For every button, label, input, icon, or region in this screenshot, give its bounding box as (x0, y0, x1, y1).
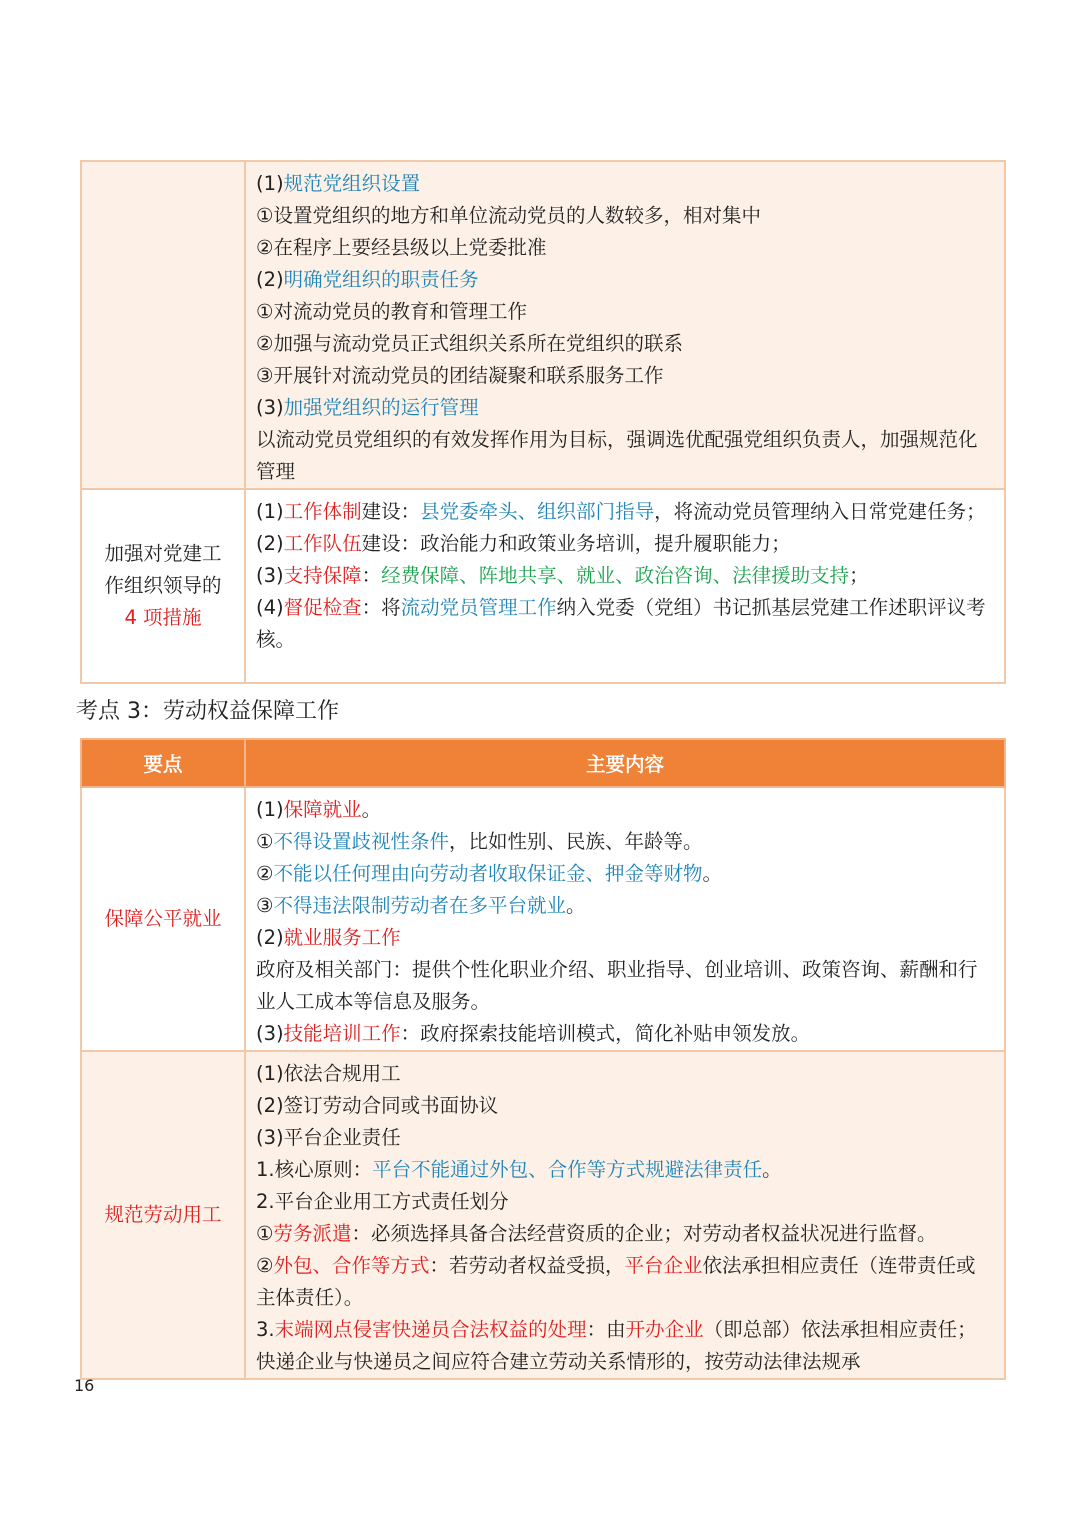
table-row (81, 489, 1005, 683)
header-key-points: 要点 (81, 739, 245, 787)
row-content-cell (245, 1051, 1005, 1379)
list-item: ②在程序上要经县级以上党委批准 (256, 236, 547, 259)
header-main-content: 主要内容 (245, 739, 1005, 787)
list-item: ①设置党组织的地方和单位流动党员的人数较多，相对集中 (256, 204, 761, 227)
list-item: (3)加强党组织的运行管理 (256, 396, 479, 419)
list-item: (1)保障就业。 (256, 798, 382, 821)
table-row (81, 161, 1005, 489)
section-heading: 考点 3：劳动权益保障工作 (76, 699, 339, 724)
list-item: ③不得违法限制劳动者在多平台就业。 (256, 894, 586, 917)
list-item: 1.核心原则：平台不能通过外包、合作等方式规避法律责任。 (256, 1158, 782, 1181)
list-item: (1)规范党组织设置 (256, 172, 421, 195)
table-header-row (81, 739, 1005, 787)
list-item: 政府及相关部门：提供个性化职业介绍、职业指导、创业培训、政策咨询、薪酬和行业人工成本等信息及服务。 (256, 958, 978, 1013)
list-item: 以流动党员党组织的有效发挥作用为目标，强调选优配强党组织负责人，加强规范化管理 (256, 428, 978, 483)
list-item: (1)工作体制建设：县党委牵头、组织部门指导，将流动党员管理纳入日常党建任务； (256, 500, 986, 523)
table-row (81, 1051, 1005, 1379)
highlight-text: 规范党组织设置 (283, 172, 421, 195)
list-item: (2)明确党组织的职责任务 (256, 268, 479, 291)
list-item: (2)签订劳动合同或书面协议 (256, 1094, 499, 1117)
row-label-cell (81, 161, 245, 489)
highlight-text: 明确党组织的职责任务 (283, 268, 479, 291)
list-item: (2)就业服务工作 (256, 926, 401, 949)
row-label: 加强对党建工 作组织领导的 4 项措施 (104, 542, 222, 629)
row-content-cell (245, 489, 1005, 683)
table-row (81, 787, 1005, 1051)
row-label-cell (81, 1051, 245, 1379)
list-item: 2.平台企业用工方式责任划分 (256, 1190, 509, 1213)
list-item: (3)平台企业责任 (256, 1126, 401, 1149)
list-item: 3.末端网点侵害快递员合法权益的处理：由开办企业（即总部）依法承担相应责任；快递企业与快递员之间应符合建立劳动关系情形的，按劳动法律法规承 (256, 1318, 977, 1373)
labor-rights-table (80, 738, 1006, 1380)
list-item: ②加强与流动党员正式组织关系所在党组织的联系 (256, 332, 683, 355)
list-item: ②外包、合作等方式：若劳动者权益受损，平台企业依法承担相应责任（连带责任或主体责任）。 (256, 1254, 976, 1309)
list-item: ②不能以任何理由向劳动者收取保证金、押金等财物。 (256, 862, 723, 885)
row-label-cell (81, 489, 245, 683)
row-content-cell (245, 787, 1005, 1051)
measures-table (80, 160, 1006, 684)
list-item: (4)督促检查：将流动党员管理工作纳入党委（党组）书记抓基层党建工作述职评议考核。 (256, 596, 986, 651)
row-label: 规范劳动用工 (104, 1203, 222, 1226)
list-item: ①劳务派遣：必须选择具备合法经营资质的企业；对劳动者权益状况进行监督。 (256, 1222, 937, 1245)
row-label: 保障公平就业 (104, 907, 222, 930)
highlight-text: 加强党组织的运行管理 (283, 396, 479, 419)
list-item: ③开展针对流动党员的团结凝聚和联系服务工作 (256, 364, 664, 387)
list-item: (1)依法合规用工 (256, 1062, 401, 1085)
row-content-cell (245, 161, 1005, 489)
list-item: (3)支持保障：经费保障、阵地共享、就业、政治咨询、法律援助支持； (256, 564, 869, 587)
list-item: ①不得设置歧视性条件，比如性别、民族、年龄等。 (256, 830, 703, 853)
row-label-cell (81, 787, 245, 1051)
list-item: ①对流动党员的教育和管理工作 (256, 300, 527, 323)
list-item: (2)工作队伍建设：政治能力和政策业务培训，提升履职能力； (256, 532, 791, 555)
list-item: (3)技能培训工作：政府探索技能培训模式，简化补贴申领发放。 (256, 1022, 811, 1045)
page-number: 16 (74, 1376, 95, 1395)
